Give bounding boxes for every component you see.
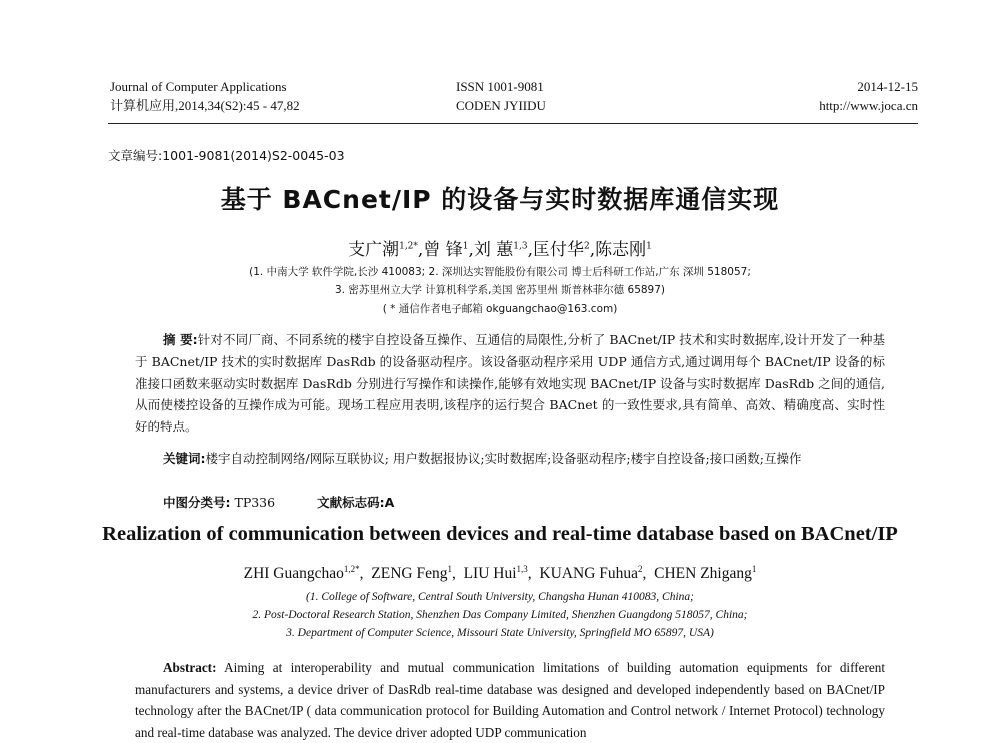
publication-date: 2014-12-15	[857, 79, 918, 94]
abstract-cn	[135, 329, 885, 438]
authors-en: ZHI Guangchao$^{1,2*}$, ZENG Feng$^1$, LIU Hui$^{1,3}$, KUANG Fuhua$^2$, CHEN Zhigang$^1$	[243, 563, 757, 582]
keywords-text-cn: 楼宇自动控制网络/网际互联协议; 用户数据报协议;实时数据库;设备驱动程序;楼宇自控设备;接口函数;互操作	[205, 451, 802, 466]
author-cn: 刘 蕙$^{1,3}$	[473, 240, 528, 260]
affiliation-en-3: 3. Department of Computer Science, Missouri State University, Springfield MO 65897, USA)	[286, 627, 714, 639]
article-number: 文章编号:1001-9081(2014)S2-0045-03	[108, 148, 345, 163]
affiliation-en-2: 2. Post-Doctoral Research Station, Shenzhen Das Company Limited, Shenzhen Guangdong 518057, China;	[252, 609, 748, 621]
title-cn: 基于 BACnet/IP 的设备与实时数据库通信实现	[220, 185, 780, 214]
author-cn: 曾 锋$^1$	[423, 240, 469, 260]
author-en: CHEN Zhigang$^1$	[654, 563, 757, 582]
author-en: ZENG Feng$^1$	[371, 563, 452, 582]
journal-citation-cn: 计算机应用,2014,34(S2):45 - 47,82	[110, 98, 300, 113]
clc-value: TP336	[234, 495, 276, 510]
header-divider	[108, 123, 918, 124]
journal-url[interactable]: http://www.joca.cn	[819, 98, 918, 113]
abstract-en	[135, 657, 885, 743]
affiliation-cn-1: (1. 中南大学 软件学院,长沙 410083; 2. 深圳达实智能股份有限公司 博士后科研工作站,广东 深圳 518057;	[249, 266, 751, 278]
abstract-label-cn: 摘 要:	[163, 332, 198, 347]
author-en: LIU Hui$^{1,3}$	[463, 563, 528, 582]
affiliation-cn-2: 3. 密苏里州立大学 计算机科学系,美国 密苏里州 斯普林菲尔德 65897)	[334, 284, 666, 296]
author-cn: 支广潮$^{1,2*}$	[348, 240, 418, 260]
coden: CODEN JYIIDU	[456, 98, 546, 113]
author-en: ZHI Guangchao$^{1,2*}$	[243, 563, 360, 582]
title-en: Realization of communication between devices and real-time database based on BACnet/IP	[102, 523, 898, 545]
authors-cn: 支广潮$^{1,2*}$,曾 锋$^1$,刘 蕙$^{1,3}$,匡付华$^2$,陈志刚$^1$	[348, 240, 652, 260]
doc-code-value: A	[384, 495, 395, 510]
clc-label: 中图分类号:	[163, 495, 231, 510]
author-cn: 匡付华$^2$	[533, 240, 590, 260]
affiliation-en-1: (1. College of Software, Central South University, Changsha Hunan 410083, China;	[305, 591, 694, 603]
issn: ISSN 1001-9081	[456, 79, 544, 94]
author-cn: 陈志刚$^1$	[595, 240, 652, 260]
keywords-cn	[135, 448, 885, 470]
journal-header	[110, 77, 918, 117]
abstract-text-cn: 针对不同厂商、不同系统的楼宇自控设备互操作、互通信的局限性,分析了 BACnet/IP 技术和实时数据库,设计开发了一种基于 BACnet/IP 技术的实时数据库 DasRdb 的设备驱动程序。该设备驱动程序采用 UDP 通信方式,通过调用每个 BACnet/IP 设备的标准接口函数来驱动实时数据库 DasRdb 分别进行写操作和读操作,能够有效地实现 BACnet/IP 设备与实时数据库 DasRdb 之间的通信,从而使楼控设备的互操作成为可能。现场工程应用表明,该程序的运行契合 BACnet 的一致性要求,具有简单、高效、精确度高、实时性好的特点。	[135, 332, 885, 435]
classification-line	[163, 493, 394, 511]
doc-code-label: 文献标志码:	[317, 495, 385, 510]
journal-name-en: Journal of Computer Applications	[110, 79, 287, 94]
author-en: KUANG Fuhua$^2$	[539, 563, 643, 582]
keywords-label-cn: 关键词:	[163, 451, 206, 466]
abstract-text-en: Aiming at interoperability and mutual communication limitations of building automation equipments for different manufacturers and systems, a device driver of DasRdb real-time database was designed and developed independently based on BACnet/IP technology after the BACnet/IP ( data communication protocol for Building Automation and Control network / Internet Protocol) technology and real-time database was analyzed. The device driver adopted UDP communication	[135, 660, 885, 740]
abstract-label-en: Abstract:	[163, 660, 217, 675]
corresponding-email: ( * 通信作者电子邮箱 okguangchao@163.com)	[382, 303, 618, 315]
